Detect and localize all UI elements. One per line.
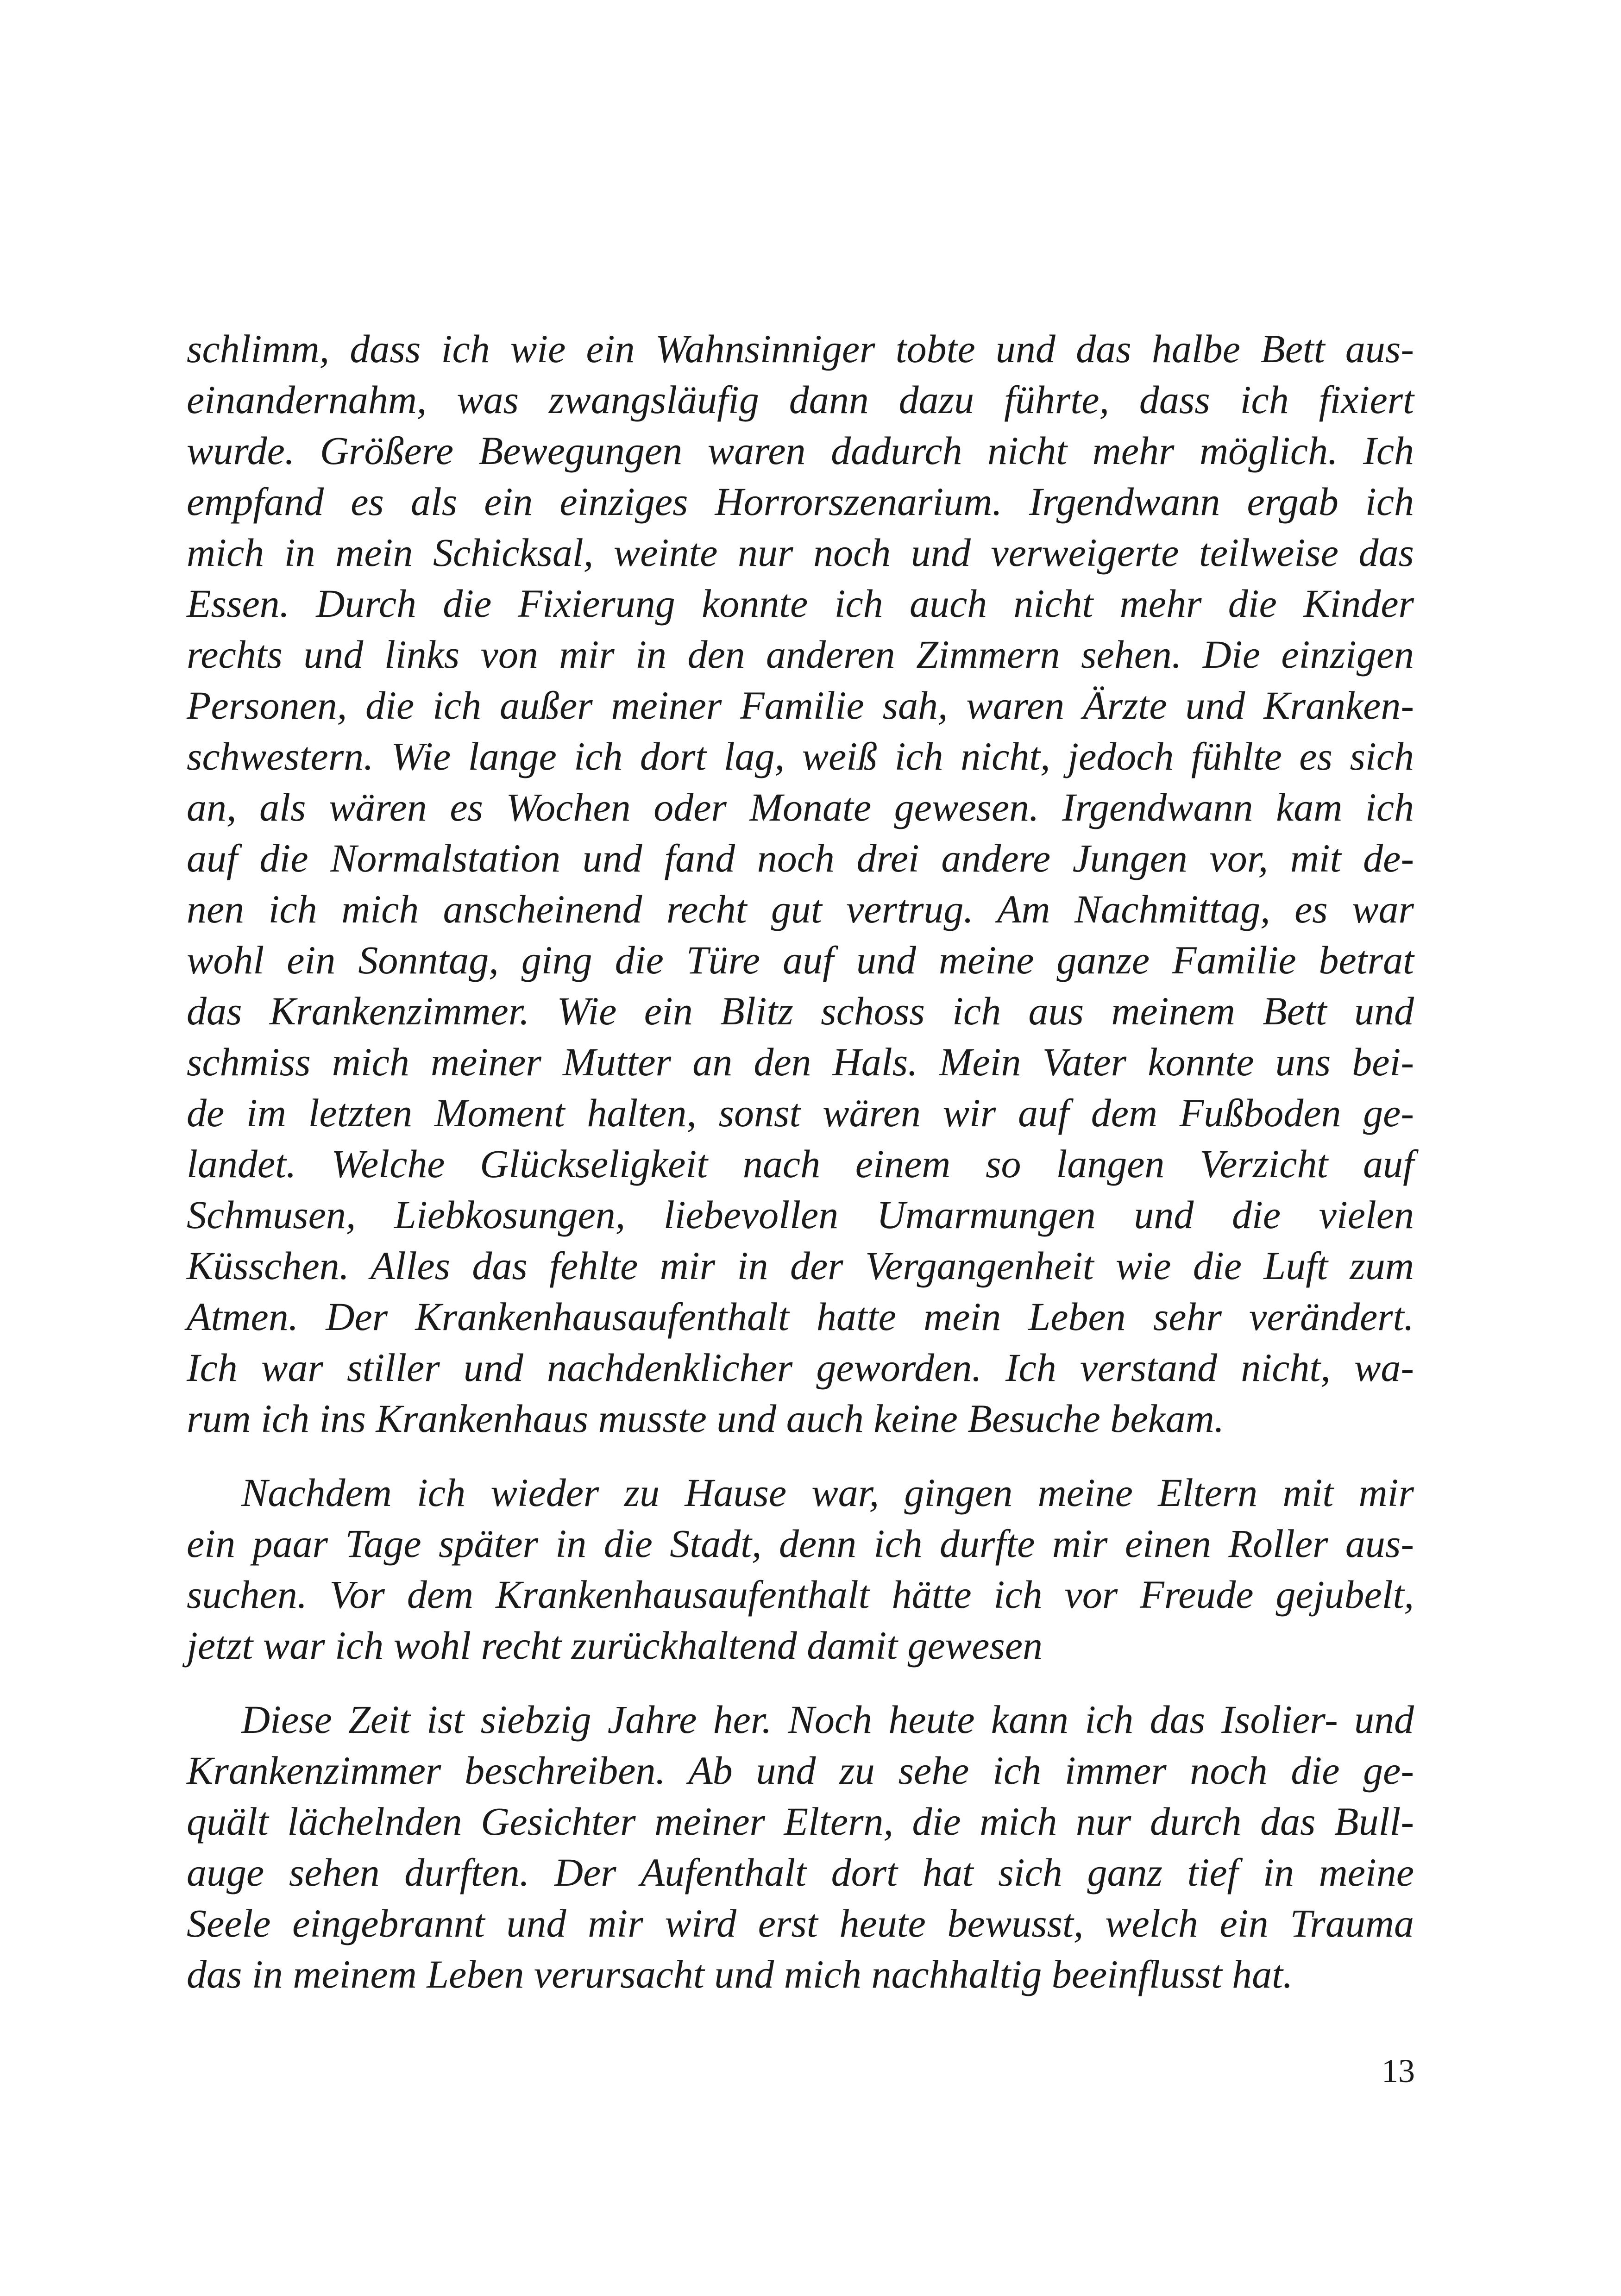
text-line: an, als wären es Wochen oder Monate gewesen. Irgendwann kam ich (187, 785, 1414, 829)
text-line: suchen. Vor dem Krankenhausaufenthalt hätte ich vor Freude gejubelt, (187, 1572, 1414, 1617)
text-line: das Krankenzimmer. Wie ein Blitz schoss ich aus meinem Bett und (187, 989, 1414, 1033)
text-line: einandernahm, was zwangsläufig dann dazu führte, dass ich fixiert (187, 377, 1414, 422)
text-line: Nachdem ich wieder zu Hause war, gingen meine Eltern mit mir (241, 1470, 1414, 1515)
text-line: Seele eingebrannt und mir wird erst heute bewusst, welch ein Trauma (187, 1901, 1414, 1945)
text-line: de im letzten Moment halten, sonst wären wir auf dem Fußboden ge- (187, 1091, 1414, 1135)
text-line: quält lächelnden Gesichter meiner Eltern, die mich nur durch das Bull- (187, 1799, 1414, 1844)
text-line: auge sehen durften. Der Aufenthalt dort hat sich ganz tief in meine (187, 1850, 1414, 1895)
text-line: rum ich ins Krankenhaus musste und auch keine Besuche bekam. (187, 1396, 1225, 1441)
text-line: schwestern. Wie lange ich dort lag, weiß ich nicht, jedoch fühlte es sich (187, 734, 1414, 778)
text-line: Schmusen, Liebkosungen, liebevollen Umarmungen und die vielen (187, 1192, 1414, 1237)
text-line: wurde. Größere Bewegungen waren dadurch nicht mehr möglich. Ich (187, 428, 1414, 473)
page-number: 13 (1382, 2052, 1415, 2089)
paragraph-2 (187, 1467, 1414, 1671)
text-line: ein paar Tage später in die Stadt, denn ich durfte mir einen Roller aus- (187, 1521, 1414, 1566)
text-line: Krankenzimmer beschreiben. Ab und zu sehe ich immer noch die ge- (187, 1748, 1414, 1793)
text-line: empfand es als ein einziges Horrorszenarium. Irgendwann ergab ich (187, 479, 1414, 524)
text-line: nen ich mich anscheinend recht gut vertrug. Am Nachmittag, es war (187, 887, 1414, 931)
text-line: jetzt war ich wohl recht zurückhaltend damit gewesen (187, 1623, 1043, 1668)
text-line: Atmen. Der Krankenhausaufenthalt hatte mein Leben sehr verändert. (187, 1294, 1414, 1339)
text-line: auf die Normalstation und fand noch drei andere Jungen vor, mit de- (187, 836, 1414, 880)
text-line: wohl ein Sonntag, ging die Türe auf und meine ganze Familie betrat (187, 938, 1414, 982)
text-line: Personen, die ich außer meiner Familie sah, waren Ärzte und Kranken- (187, 683, 1414, 728)
paragraph-1 (187, 323, 1414, 1444)
text-line: Ich war stiller und nachdenklicher geworden. Ich verstand nicht, wa- (187, 1345, 1414, 1390)
text-line: das in meinem Leben verursacht und mich nachhaltig beeinflusst hat. (187, 1952, 1293, 1996)
text-line: Essen. Durch die Fixierung konnte ich auch nicht mehr die Kinder (187, 581, 1414, 626)
paragraph-3 (187, 1694, 1414, 2000)
text-line: Küsschen. Alles das fehlte mir in der Vergangenheit wie die Luft zum (187, 1243, 1414, 1288)
text-line: mich in mein Schicksal, weinte nur noch und verweigerte teilweise das (187, 530, 1414, 575)
text-line: rechts und links von mir in den anderen Zimmern sehen. Die einzigen (187, 632, 1414, 677)
text-line: schmiss mich meiner Mutter an den Hals. Mein Vater konnte uns bei- (187, 1040, 1414, 1084)
text-line: schlimm, dass ich wie ein Wahnsinniger tobte und das halbe Bett aus- (187, 326, 1414, 371)
text-line: landet. Welche Glückseligkeit nach einem so langen Verzicht auf (187, 1142, 1414, 1186)
text-line: Diese Zeit ist siebzig Jahre her. Noch heute kann ich das Isolier- und (241, 1697, 1414, 1742)
body-text (187, 323, 1414, 2000)
